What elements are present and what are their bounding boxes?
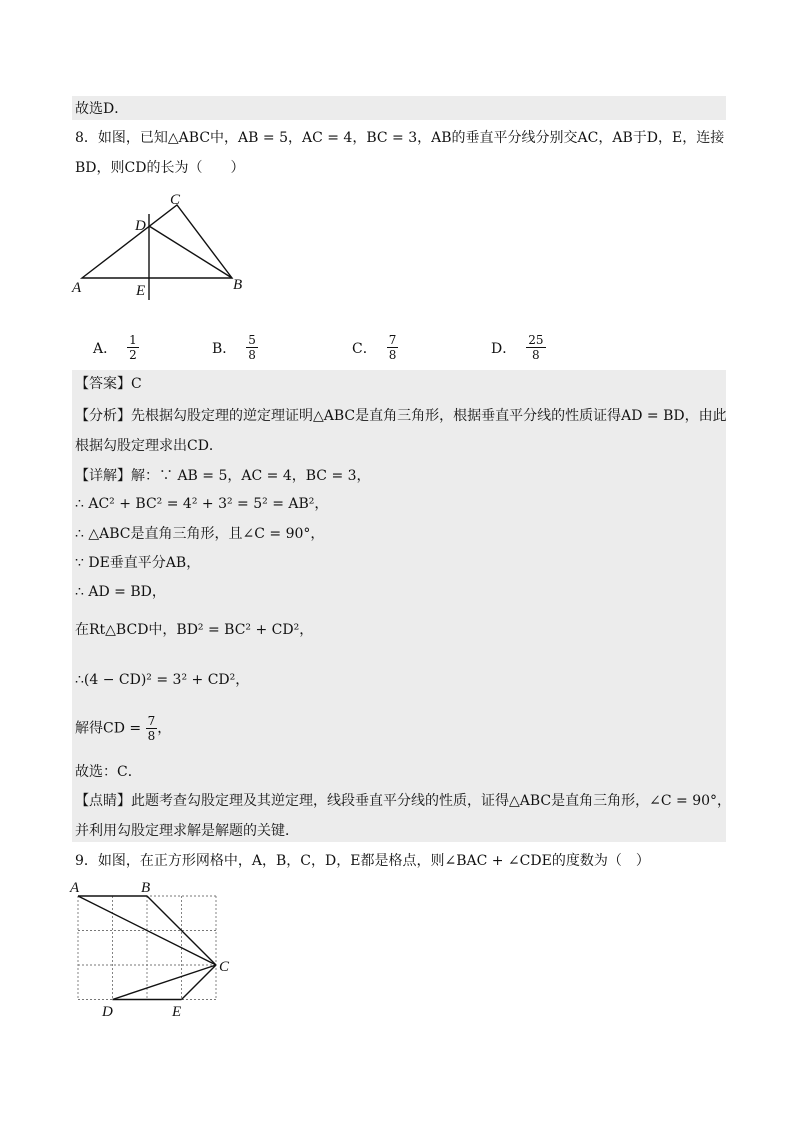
detail-line6: 在Rt△BCD中，BD² = BC² + CD²， xyxy=(75,622,314,638)
q9-figure xyxy=(68,876,238,1022)
analysis-line1: 【分析】先根据勾股定理的逆定理证明△ABC是直角三角形，根据垂直平分线的性质证得AD = BD，由此 xyxy=(75,408,727,424)
comment-line1: 【点睛】此题考查勾股定理及其逆定理，线段垂直平分线的性质，证得△ABC是直角三角形，∠C = 90°， xyxy=(75,793,732,809)
option-d[interactable]: D． $\frac{25}{8}$ xyxy=(491,333,544,362)
q8-stem-line1: 8．如图，已知△ABC中，AB = 5，AC = 4，BC = 3，AB的垂直平分线分别交AC，AB于D，E，连接 xyxy=(75,130,725,146)
detail-line1: 【详解】解：∵ AB = 5，AC = 4，BC = 3， xyxy=(75,468,371,484)
conclusion-line: 故选：C． xyxy=(75,764,142,780)
q8-figure xyxy=(70,188,260,303)
q9-stem: 9．如图，在正方形网格中，A，B，C，D，E都是格点，则∠BAC + ∠CDE的度数为（ ） xyxy=(75,853,650,869)
label-d: D xyxy=(135,218,146,234)
label-a: A xyxy=(72,280,82,296)
option-a[interactable]: A． $\frac{1}{2}$ xyxy=(93,333,137,362)
detail-line7: ∴(4 − CD)² = 3² + CD²， xyxy=(75,672,250,688)
option-c[interactable]: C． $\frac{7}{8}$ xyxy=(352,333,397,362)
label-c: C xyxy=(170,192,181,208)
detail-line5: ∴ AD = BD， xyxy=(75,584,166,600)
detail-line2: ∴ AC² + BC² = 4² + 3² = 5² = AB²， xyxy=(75,496,329,512)
comment-line2: 并利用勾股定理求解是解题的关键． xyxy=(75,823,299,839)
prev-answer-block xyxy=(72,96,726,120)
prev-conclusion: 故选D． xyxy=(75,101,129,117)
detail-line8: 解得CD = $\frac{7}{8}$ ， xyxy=(75,714,172,743)
detail-line3: ∴ △ABC是直角三角形，且∠C = 90°， xyxy=(75,526,325,542)
analysis-line2: 根据勾股定理求出CD． xyxy=(75,438,223,454)
label-e: E xyxy=(136,283,146,299)
grid xyxy=(78,896,216,1000)
q9-label-e: E xyxy=(172,1004,182,1020)
triangle-abc xyxy=(82,205,232,278)
label-b: B xyxy=(233,277,243,293)
option-b[interactable]: B． $\frac{5}{8}$ xyxy=(212,333,256,362)
answer-line: 【答案】C xyxy=(75,376,142,392)
q9-label-c: C xyxy=(219,959,230,975)
q9-segments xyxy=(78,896,216,1000)
segment-bd xyxy=(149,226,232,278)
q8-stem-line2: BD，则CD的长为（ ） xyxy=(75,160,245,176)
q9-label-b: B xyxy=(141,880,151,896)
q9-label-d: D xyxy=(102,1004,113,1020)
detail-line4: ∵ DE垂直平分AB， xyxy=(75,555,201,571)
q9-label-a: A xyxy=(70,880,80,896)
